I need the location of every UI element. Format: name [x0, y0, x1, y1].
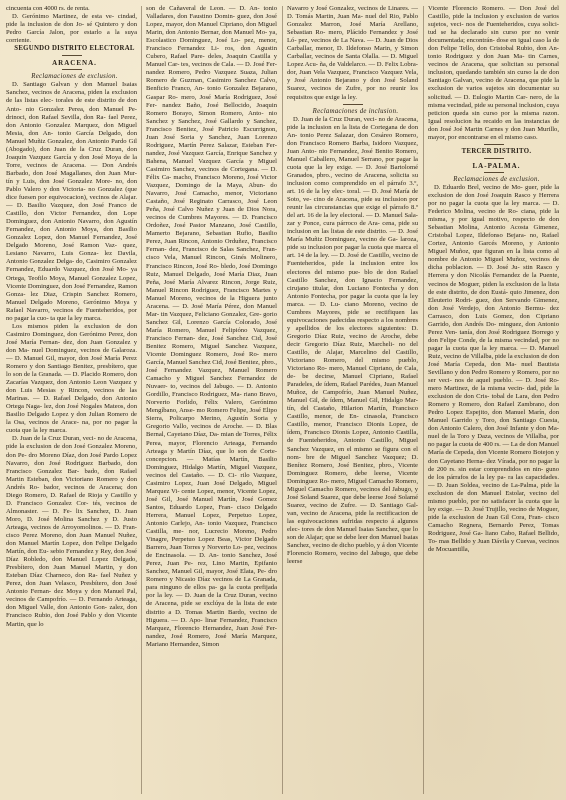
section-divider: [428, 157, 559, 161]
subsection-heading: Reclamaciones de exclusion.: [31, 73, 118, 81]
column-divider: [141, 6, 142, 794]
section-heading: SEGUNDO DISTRITO ELECTORAL: [14, 45, 135, 53]
section-divider: [6, 68, 137, 72]
section-divider: [287, 103, 418, 107]
subsection-heading: Reclamaciones de exclusion.: [453, 175, 540, 183]
district-place-heading: ARACENA.: [52, 59, 97, 68]
subsection-heading: Reclamaciones de inclusion.: [312, 107, 399, 115]
paragraph: Los mismos piden la exclusion de don Casimiro Dominguez, don Gerónimo Perez, don José María Fernan- dez, don Juan Gonzalez y don Ma- nuel Dominguez, vecinos de Galaroza. — D. Manuel Gil, mayor, don José María Perez Romero y don Santiago Benitez, presbítero, que lo son de la Granada. — D. Placido Romero, don Zacarías Vazquez, don Antonio Leon Vazquez y don Luis Mesias y Rincon, vecinos de las Marinas. — D. Rafael Delgado, don Antonio Ortega Naga- lez, don José Nogales Mateos, don Basilio Delgado Lopez y don Julian Romero de la Osa, vecinos de Arace- na, por no pagar la cuota que la ley marca.: [6, 322, 137, 435]
section-divider: [428, 143, 559, 147]
text-column-3: [287, 5, 418, 795]
paragraph: Vicente Florencio Romero. — Don José del Castillo, pide la inclusion y exclusion de varios sujetos, veci- nos de Fuenteheridos, cuya solici- tud se ha declarado sin curso por no venir documentada; encontrán- dose en igual caso la de don Felipe Tello, don Cristobal Rubio, don An- tonio Rodriguez y don Juan Ma- tin Carnes, vecinos de Aracena, que solicitan su personal inclusion, quedando también sin curso la de don Santiago Galvan, vecino de Aracena, que pide la exclusion de varios sujetos sin documentar su solicitud. — D. Eulogio Martin Car- nero, de la misma vecindad, pide su personal inclusion, cuya peticion queda sin curso por la misma razon. Igual resolucion ha recaido en las instancias de don José Joé Martin Carnes y don Juan Murillo, mayor, por encontrarse en el mismo caso.: [428, 5, 559, 141]
district-place-heading: LA-PALMA.: [472, 161, 521, 170]
paragraph: son de Cañaveral de Leon. — D. An- tonio Valladares, don Faustino Domin- guez, don José Lopez, mayor, don Manuel Cipriano, don Miguel Marin, don Antonio Bernar, don Manuel Mo- ya, Escolastico Dominguez, José Lo- pez, menor, Francisco Fernandez Li- ros, don Agustin Cubero, Rafael Pare- deles, Joaquin Castilla y Manuel Car- tes, vecinos de Cala. — D. José Fer- nandez Romero, Pedro Vazquez Suaza, Julian Romero de Guzman, Casimiro Sanchez Calvo, Benficio Franco, An- tonio Gonzalez Bejarano, Gaspar Ro- mero, José María Rodriguez, José Fer- nandez Baño, José Bellocido, Joaquin Romero Borayo, Simon Romero, Anto- nio Sanchez y Sanchez, José Gallardo y Sanchez, Francisco Benitez, José Patricio Escurrignon, Juan José Soria y Sanchez, Juan Lorenzo Rodriguez, Martín Perez Salazar, Esteban Fer- nandez, José Vazquez García, Enrique Sanchez y Bahena, Manuel Vazquez García y Miguel Casimiro Sanchez, vecinos de Cortegana. — D. Félix Ca- macho, Francisco Moreno, José Victor Vazquez, Domingo de la Maya, Abun- do Navarro, José Camacho, menor, Victoriano Castaño, José Reginato Carrasco, José Leon Peña, José Calvo Nuñez y Juan de Dios Nora, vecinos de Cumbres Mayores. — D. Francisco Ordoñez, José Pastor Manzano, José Castillo, Mamerto Bejarano, Sebastian Rufio, Basilio Perez, Juan Rincon, Antonio Orduñez, Francisco Fernan- dez, Francisco de Salas Sanchez, Fran- cisco Vela, Manuel Rincon, Ginés Molinero, Francisco Rincon, José Ro- bledo, José Domingo Ruiz, Manuel Delgado, José María Diaz, Juan Peña, José María Alvarez Rincon, Jorge Ruiz, Manuel Rincon Rodriguez, Francisco Martes y Manuel Moreno, vecinos de la Higuera junto Aracena. — D. José María Pérez, don Manuel Mar- tin Vazquez, Feliciano Gonzalez, Gre- gorio Sanchez Gil, Lorenzo García Colorado, José María Romero, Manuel Felipióno Vazquez, Francisco Fernan- dez, José Sanchez Cid, José Benitez Romero, Miguel Sanchez Vazquez, Vicente Dominguez Romero, José Ro- mero García, Manuel Sanchez Cid, José Benitez, pbro., José Fernandez Vazquez, Manuel Romero Camacho y Miguel Sanchez Fernandez de Nuvaer- to, vecinos del Jabugo. — D. Antonio Gordillo, Francisco Rodriguez, Ma- riano Bravo, Norverto Forlido, Félix Valero, Gerónimo Mengíbano, Anse- mo Romero Felipe, José Elipo Sierra, Policarpo Merino, Agustín Soria y Gregorio Vallo, vecinos de Aroche. — D. Blas Bernal, Cayetano Díaz, Da- mian de Torres, Félix Perea, mayor, Florencio Arteaga, Fernando Arteaga y Martín Díaz, que lo son de Corte- concepcion. — Matías Martín, Basilio Dominguez, Hidalgo Martín, Miguel Vazquez, vecinos del Castaño. — D. Ci- rilo Vazquez, Casimiro Lopez, Juan José Delgado, Miguel Marquez Vi- cente Lopez, menor, Vicente Lopez, José Gil, José Manuel Martín, José Gomez Santos, Eduardo Lopez, Fran- cisco Delgado Herrera, Manuel Lopez, Perpetuo Lopez, Antonio Carlejo, An- tonio Vazquez, Francisco Castilla, me- nor, Lucrecio Moreno, Pedro Vinagre, Perpetuo Lopez Beas, Victor Delgado Barrero, Juan Torres y Norverto Lo- pez, vecinos de Encinasola. — D. An- tonio Sanchez, José Perez, Juan Pe- rez, Lino Martin, Epifanio Sanchez, Manuel Gil, mayor, José Elata, Pe- dro Romero y Nicasio Díaz vecinos de La Granada, para ninguno de ellos pa- ga la cuota prefijada por la ley. — D. Juan de la Cruz Duran, vecino de Aracena, pide se exclúya de la lista de este distrito a D. Tomas Martin Bardo, vecino de Higuera. — D. Apo- linar Fernandez, Francisco Marquez, Florencio Hernandez, Juan José Fer- nandez, José Romero, José María Marquez, Mariano Hernandez, Simon: [146, 5, 277, 648]
paragraph: D. Santiago Galvan y don Manuel Isaias Sanchez, vecinos de Aracena, piden la exclusion de las listas elec- torales de este distrito de don Anto- nio Gonzalez Perea, don Manuel Pe- drinoci, don Rafael Sevilla, don Ra- fael Perez, don Antonio Gonzalez Marquez, don Miguel Mesia, don An- tonio García Delgado, don Manuel Muñiz Gonzalez, don Antonio Pardo Gil (Abogado), don Juan de la Cruz Duran, don Joaquin Vazquez García y don José Moya de la Torre, vecinos de Aracena. — Don Andrés Barbado, don José Magallanes, don Juan Mur- tín y Luis, don José Gonzalez More- no, don Pablo Valero y don Victoria- no Gonzalez (que dice fuesen por equivocacion), vecinos de Alajar. — D. Basilio Vazquez, don José Franco de Castillo, don Victor Fernandez, don Lope Dominguez, don Antonio Navarro, don Agustín Fernandez, don Antonio Moya, don Basilio Gonzalez Lopez, don Manuel Fernandez, José Delgado Moreno, José Ramon Vaz- quez, Lesiano Navarro, Luis Gonza- lez Davila, Antonio Gonzalez Delga- do, Casimiro Gonzalez Fernandez, Eduardo Vazquez, don José Mo- ya Ortega, Teofilo Moya, Manuel Gonzalez Lopez, Vicente Dominguez, don José Fernandez, Ramon Gonza- lez Diaz, Crispin Sanchez Romero, Manuel Delgado Moreno, Gerónimo Moya y Rafael Navarro, vecinos de Fuenteheridos, por no pagar la cuo- ta que la ley marca.: [6, 81, 137, 322]
column-divider: [282, 6, 283, 794]
text-column-2: [146, 5, 277, 795]
text-column-4: [428, 5, 559, 795]
paragraph: D. Eduardo Brel, vecino de Mo- guer, pide la exclusion de don José Joaquin Rasco y Herrera por no pagar la cuota que la ley marca. — D. Federico Molina, vecino de Ro- ciana, pide la misma, y por igual motivo, respecto de don Sebastian Molina, Antonio Acosta Gimenez, Cristobal Lopez, Ildefonso Bejara- no, Rafael Cortez, Antonio Garcés Moreno, y Antonio Miguel Muñoz, que figuran en la lista como al nombre de Antonio Miguel Muñoz, vecinos de dicha poblacion. — D. José Ju- stin Rasco y Herrera y don Nicolás Fernandez de la Puente, vecinos de Moguer, piden la exclusion de la lista de este distrito, de don Eustá- quio Jimenez, don Eleuterio Rodri- guez, don Servando Gimenez, don José Verdejo, don Antonio Bermu- dez Carrasco, don Luis Gomez, don Cipriano Garrido, don Andrés Do- minguez, don Antonio Perez Ven- tanía, don José Rodriguez Borrego y don Felipe Conde, de la misma vecindad, por no pagar la cuota que la ley marca. — D. Manuel Ruiz, vecino de Villalba, pide la exclusion de don José María Cepeda, don Ma- nuel Bautista Sevillano y don Pedro Romero y Romero, por no ser veci- nos de aquel pueblo. — D. José Ro- mero Martinez, de la misma vecin- dad, pide la exclusion de don Cris- tobal de Lara, don Pedro Romero y Romero, don Rafael Zambrano, don Pedro Lopez Espejito, don Manuel Marín, don Manuel Garrido y Toro, don Santiago Cuesta, don Antonio Calero, don José Infante y don Ma- nuel de la Toro y Daza, vecinos de Villalba, por no pagar la cuota de 400 rs. — La de don Manuel María de Cepeda, don Vicente Romero Botejon y don Cayetano Herna- dez Vírada, por no pagar la de 200 rs. sin estar comprendidos en nin- guno de los párrafos de la ley pa- ra las capacidades. — D. Juan Soldea, vecino de La-Palma, pide la exclusion de don Manuel Estolar, vecino del mismo pueblo, por no satisfacer la cuota que la ley exige. — D. José Trujillo, vecino de Moguer, pide la exclusion de Juan Gil Cora, Fran- cisco Camacho Regnera, Bernardo Perez, Tomas Rodriguez, José Ga- liano Cabo, Rafael Bellido, To- mas Bellido y Juan Dávila y Cuevas, vecinos de Mocuantilla,: [428, 183, 559, 554]
paragraph: D. Juan de la Cruz Duran, veci- no de Aracena, pide la exclusion de don José Gonzalez Moreno, don Pe- dro Moreno Díaz, don José Pardo Lopez Navarro, don José Rodriguez Barbado, don Francisco Gonzalez Bar- bado, don Rafael Martin Esteban, don Victoriano Romero y don Andrés Ro- bador, vecinos de Aracena; don Diego Romero, D. Rafael de Rioja y Castillo y D. Francisco Gonzalez Cor- tés, vecinos de Almonaster. — D. Fe- lix Sanchez, D. Juan Moro, D. José Molina Sanchez y D. Justo Arteaga, vecinos de Arroyomolinos. — D. Fran- cisco Perez Moreno, don Juan Manuel Nuñez, don Manuel Martín Lopez, don Felipe Delgado Martín, don Eu- sebio Fernandez y Rey, don José Díaz Robledo, don Manuel Lopez Delgado, Presbítero, don Juan Manuel Martin, y don Esteban Díaz Charneco, don Ra- fael Nuñez y Perez, don Juan Velasco, Presbítero, don José Antonio Fernan- dez Moya y don Manuel Pal, vecinos de Campofrío. — D. Fernando Arteaga, don Miguel Valle, don Antonio Gon- zalez, don Francisco Rubio, don José Pablo y don Vicente Martin, que lo: [6, 435, 137, 628]
paragraph: Navarro y José Gonzalez, vecinos de Linares. — D. Tomás Martin, Juan Ma- nuel del Rio, Pablo Gonzalez Marron, José María Arellano, Sebastian Ro- mero, Plácido Fernandez y José Ló- pez, vecinos de La Nava. — D. Juan de Dios Carballar, menor, D. Ildefonso Marin, y Simon Carballar, vecinos de Santa Olalla. — D. Miguel Lopez Acu- ña, de Valdelarco. — D. Felix Lobra- dor, Juan Vela Vazquez, Francisco Vazquez Vela, y José Antonio Bejarano y don José Soland Suarez, vecinos de Zufre, por no reunir los requisitos que exige la ley.: [287, 5, 418, 101]
section-divider: [428, 171, 559, 175]
section-divider: [6, 54, 137, 58]
text-column-1: [6, 5, 137, 795]
paragraph: cincuenta con 4000 rs. de renta.: [6, 5, 90, 12]
column-divider: [423, 6, 424, 794]
paragraph: D. Juan de la Cruz Duran, veci- no de Aracena, pide la inclusion en la lista de Cortegana de don An- tonio Perez Salazar, don Cesáreo Romero, don Francisco Romero Barba, Isidoro Vazquez, Juan Anto- nio Fernandez, José Benito Romero, Manuel Caballero, Manuel Serrano, por pagar la cuota que la ley exige. — D. José Bartolomé Granados, pbro., vecino de Aracena, solicita su inclusion como comprendido en el párrafo 3.º, art. 16 de la ley elec- toral. — D. José María de Soto, ve- cino de Aracena, pide su inclusion por reunir las circunstancias que exige el párrafo 8.º del art. 16 de la ley electoral. — D. Manuel Sala- zar y Ponce, cura párroco de Ara- cena, pide su inclusion en las listas de este distrito. — D. José María Muñiz Dominguez, vecino de Ga- laroza, pide su inclusion por pagar la cuota que marca el art. 14 de la ley. — D. José de Castillo, vecino de Fuenteheridos, pide la inclusion entre los electores del mismo pue- blo de don Rafael Castillo Sanchez, don Ignacio Fernandez, cirujano titular, don Luciano Fontecha y don Antonio Fontecha, por pagar la cuota que la ley marca. — D. Lu- ciano Moreno, vecino de Cumbres Mayores, pide se rectifiquen las equivocaciones padecidas respecto a los nombres y apellidos de los electores siguientes: D. Gregorio Díaz Ruiz, vecino de Aroche, debe decir Gregorio Díaz Ruiz, Marcheli- no del Castillo, de Alajar, Marcelino del Castillo, Victoriano Romero, del mismo pueblo, Victoriano Ro- mero, Manuel Cipriano, de Cala, de- be decirse, Manuel Cipriano, Rafael Paradeles, de ídem, Rafael Parédes, Juan Manuel Muñoz, de Campofrío, Juan Manuel Nuñez, Manuel Gil, de ídem, Manuel Gil, Hidalgo Mar- tín, del Castaño, Hilarion Martín, Francisco Castillo, menor, de En- cinasola, Francisco Castillo, menor, Francisco Dionis Lopez, de ídem, Francisco Dionis Lopez, Antonio Castilla, de Fuenteheridos, Antonio Castillo, Miguel Sanchez Vazquez, en el mismo se figura con el nom- bre de Miguel Sanchez Vazquez; D. Benítez Romero, José Benitez, pbro., Vicente Dominguez Romero, debe leerse, Vicente Dominguez Ro- mero, Miguel Camacho Romero, Miguel Camacho Romero, vecinos del Jabugo, y José Soland Suarez, que debe leerse José Solamé Suarez, vecino de Zufre. — D. Santiago Gal- van, vecino de Aracena, pide la rectificacion de las equivocaciones sufridas respecto á algunos elec- tores de don Manuel Isaias Sanchez, que lo son de Alajar; que se debe leer don Manuel Isaias Sanchez, vecino de dicho pueblo, y á don Vicente Florencio Romero, vecino del Jabugo, que debe leerse: [287, 115, 418, 566]
paragraph: D. Gerónimo Martinez, de esta ve- cindad, pide la inclusion de don Jo- sé Quintero y don Pedro García Jalon, por estarlo a la suya corriente.: [6, 13, 137, 45]
section-heading: TERCER DISTRITO.: [461, 147, 532, 155]
